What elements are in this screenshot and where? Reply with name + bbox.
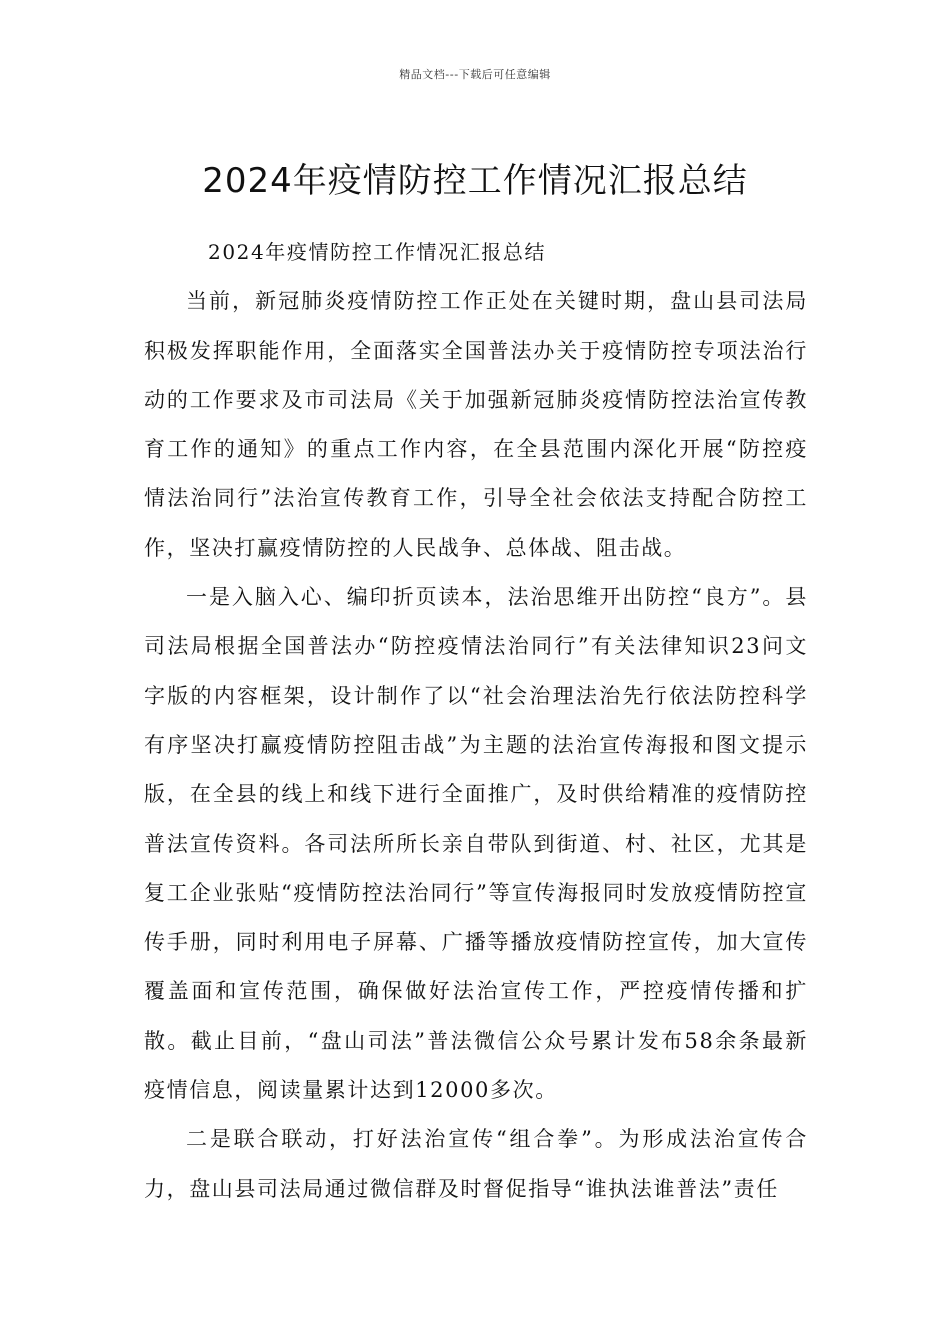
paragraph-point-one: 一是入脑入心、编印折页读本，法治思维开出防控“良方”。县司法局根据全国普法办“防控疫情法治同行”有关法律知识23问文字版的内容框架，设计制作了以“社会治理法治先行依法防控科学有序坚决打赢疫情防控阻击战”为主题的法治宣传海报和图文提示版，在全县的线上和线下进行全面推广，及时供给精准的疫情防控普法宣传资料。各司法所所长亲自带队到街道、村、社区，尤其是复工企业张贴“疫情防控法治同行”等宣传海报同时发放疫情防控宣传手册，同时利用电子屏幕、广播等播放疫情防控宣传，加大宣传覆盖面和宣传范围，确保做好法治宣传工作，严控疫情传播和扩散。截止目前，“盘山司法”普法微信公众号累计发布58余条最新疫情信息，阅读量累计达到12000多次。 — [144, 585, 808, 1103]
paragraph-point-two: 二是联合联动，打好法治宣传“组合拳”。为形成法治宣传合力，盘山县司法局通过微信群及时督促指导“谁执法谁普法”责任 — [144, 1127, 808, 1201]
paragraph-intro: 当前，新冠肺炎疫情防控工作正处在关键时期，盘山县司法局积极发挥职能作用，全面落实全国普法办关于疫情防控专项法治行动的工作要求及市司法局《关于加强新冠肺炎疫情防控法治宣传教育工作的通知》的重点工作内容，在全县范围内深化开展“防控疫情法治同行”法治宣传教育工作，引导全社会依法支持配合防控工作，坚决打赢疫情防控的人民战争、总体战、阻击战。 — [144, 289, 808, 560]
document-subtitle: 2024年疫情防控工作情况汇报总结 — [208, 240, 547, 264]
document-title: 2024年疫情防控工作情况汇报总结 — [202, 160, 748, 201]
document-body — [144, 228, 808, 1214]
page-header-watermark: 精品文档---下载后可任意编辑 — [399, 68, 551, 81]
